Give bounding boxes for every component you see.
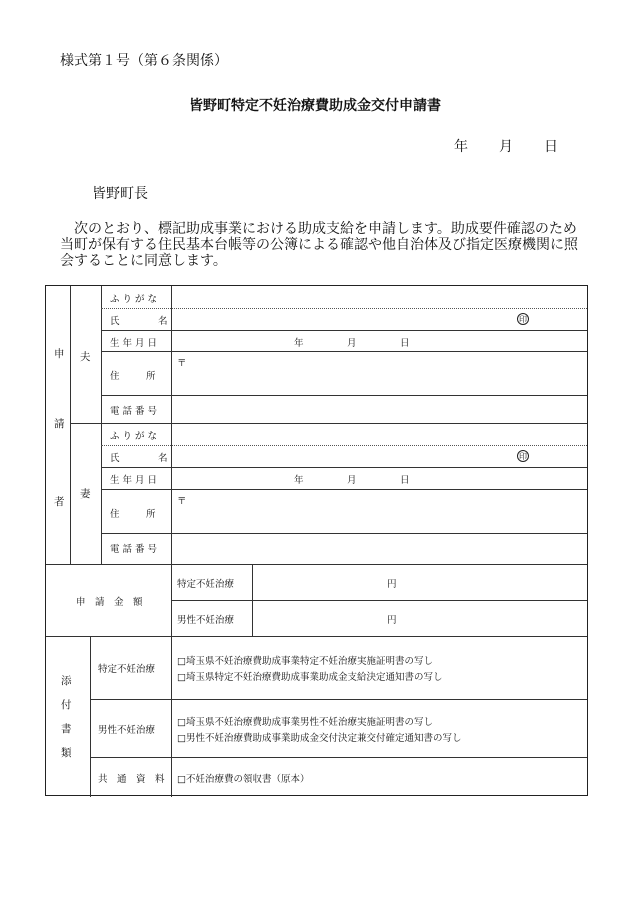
attachments-label-4: 類 — [61, 747, 72, 759]
husband-postal-mark: 〒 — [177, 358, 187, 369]
applicant-label-3: 者 — [54, 496, 65, 508]
wife-name-label-2: 名 — [158, 453, 168, 464]
form-number: 様式第１号（第６条関係） — [60, 53, 228, 69]
application-form-table — [45, 285, 588, 796]
amount-specific-label: 特定不妊治療 — [177, 579, 235, 590]
wife-label: 妻 — [80, 488, 91, 500]
husband-birth-month: 月 — [347, 338, 357, 349]
attachments-label-1: 添 — [61, 675, 72, 687]
husband-birth-label: 生 年 月 日 — [110, 338, 158, 349]
applicant-label-1: 申 — [54, 348, 65, 360]
date-day-label: 日 — [544, 139, 558, 155]
wife-birth-day: 日 — [400, 475, 410, 486]
amount-specific-yen: 円 — [387, 579, 397, 590]
husband-label: 夫 — [80, 351, 91, 363]
date-month-label: 月 — [499, 139, 513, 155]
wife-birth-year: 年 — [294, 475, 304, 486]
attachments-label-2: 付 — [61, 699, 72, 711]
husband-name-label-1: 氏 — [110, 316, 120, 327]
husband-furigana-label: ふ り が な — [110, 294, 158, 305]
husband-address-label-2: 所 — [146, 371, 156, 382]
wife-postal-mark: 〒 — [177, 496, 187, 507]
amount-male-yen: 円 — [387, 615, 397, 626]
husband-name-label-2: 名 — [158, 316, 168, 327]
wife-phone-label: 電 話 番 号 — [110, 544, 158, 555]
attachments-common-item-1: □不妊治療費の領収書（原本） — [177, 774, 310, 785]
wife-name-label-1: 氏 — [110, 453, 120, 464]
applicant-label-2: 請 — [54, 418, 65, 430]
wife-address-label-1: 住 — [110, 509, 120, 520]
attachments-label-3: 書 — [61, 723, 72, 735]
husband-seal-mark: 印 — [519, 315, 527, 324]
consent-text: 次のとおり、標記助成事業における助成支給を申請します。助成要件確認のため当町が保有する住民基本台帳等の公簿による確認や他自治体及び指定医療機関に照会することに同意します。 — [60, 221, 578, 269]
attachments-male-label: 男性不妊治療 — [98, 725, 156, 736]
husband-address-label-1: 住 — [110, 371, 120, 382]
document-title: 皆野町特定不妊治療費助成金交付申請書 — [189, 98, 441, 114]
wife-birth-month: 月 — [347, 475, 357, 486]
amount-male-label: 男性不妊治療 — [177, 615, 235, 626]
amount-label: 申 請 金 額 — [76, 597, 143, 608]
attachments-common-label: 共 通 資 料 — [98, 774, 165, 785]
wife-furigana-label: ふ り が な — [110, 431, 158, 442]
attachments-male-item-2: □男性不妊治療費助成事業助成金交付決定兼交付確定通知書の写し — [177, 733, 462, 744]
wife-birth-label: 生 年 月 日 — [110, 475, 158, 486]
attachments-male-item-1: □埼玉県不妊治療費助成事業男性不妊治療実施証明書の写し — [177, 717, 433, 728]
attachments-specific-item-1: □埼玉県不妊治療費助成事業特定不妊治療実施証明書の写し — [177, 656, 433, 667]
date-line — [454, 136, 558, 156]
husband-birth-year: 年 — [294, 338, 304, 349]
attachments-specific-item-2: □埼玉県特定不妊治療費助成事業助成金支給決定通知書の写し — [177, 672, 443, 683]
attachments-specific-label: 特定不妊治療 — [98, 664, 156, 675]
husband-birth-day: 日 — [400, 338, 410, 349]
wife-address-label-2: 所 — [146, 509, 156, 520]
date-year-label: 年 — [454, 139, 468, 155]
husband-phone-label: 電 話 番 号 — [110, 406, 158, 417]
wife-seal-mark: 印 — [519, 452, 527, 461]
addressee: 皆野町長 — [92, 186, 148, 202]
